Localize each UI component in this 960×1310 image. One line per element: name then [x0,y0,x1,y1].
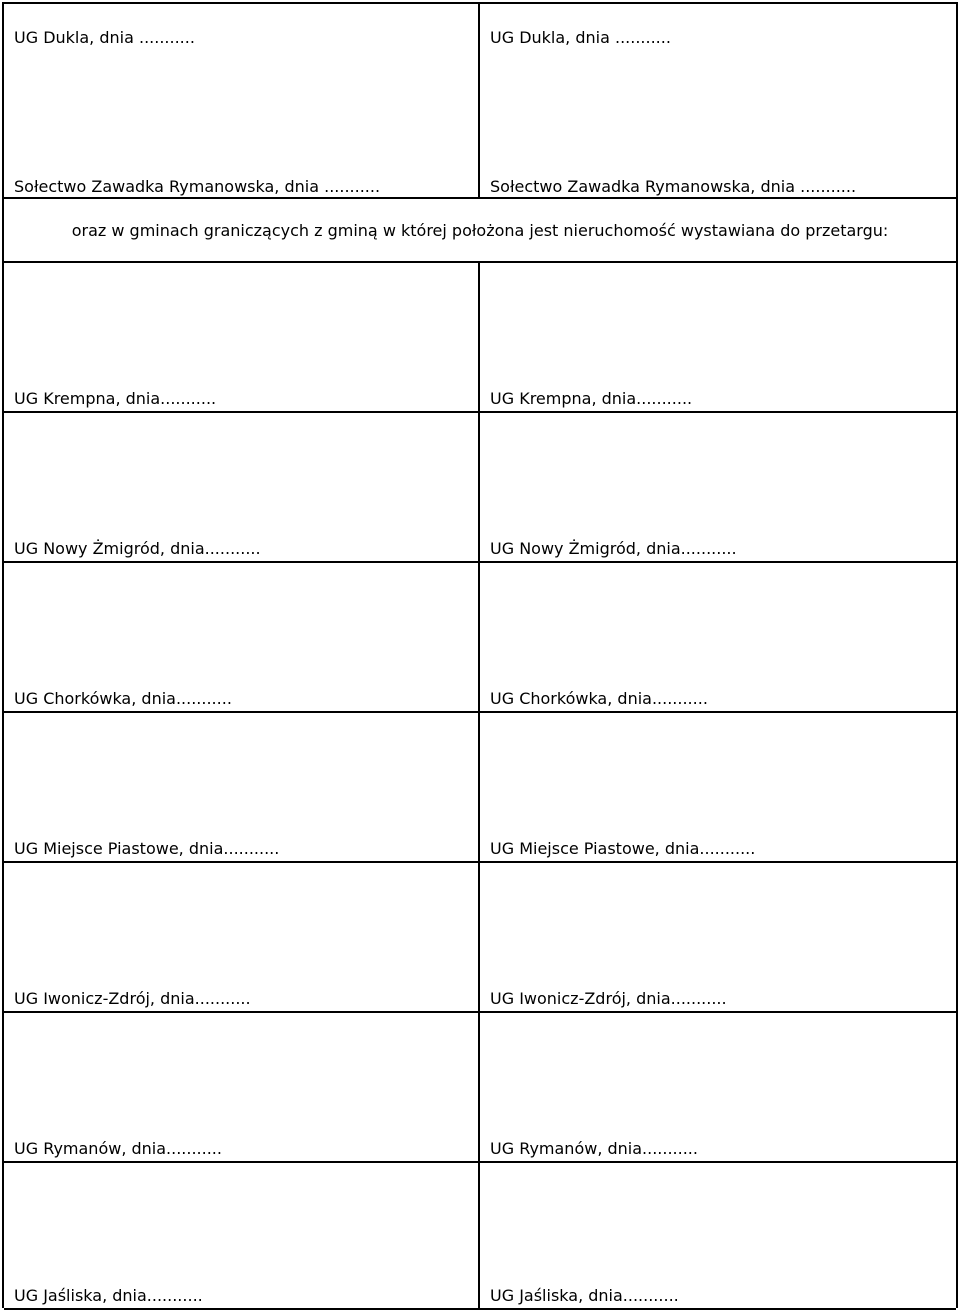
gmina-block-iwonicz-zdroj [4,863,956,1013]
gmina-right-cell [480,863,956,1011]
gmina-left-label: UG Krempna, dnia........... [14,389,217,408]
gmina-block-krempna [4,263,956,413]
gmina-left-cell [4,563,480,711]
gmina-left-cell [4,1013,480,1161]
gmina-left-label: UG Miejsce Piastowe, dnia........... [14,839,280,858]
form-page [2,2,958,1308]
solectwo-left-label: Sołectwo Zawadka Rymanowska, dnia ........... [14,177,381,196]
gmina-block-jasliska [4,1163,956,1310]
gmina-left-label: UG Rymanów, dnia........... [14,1139,222,1158]
gmina-right-cell [480,713,956,861]
gmina-left-cell [4,1163,480,1308]
gmina-block-rymanow [4,1013,956,1163]
solectwo-right-label: Sołectwo Zawadka Rymanowska, dnia ........... [490,177,857,196]
gmina-left-label: UG Chorkówka, dnia........... [14,689,232,708]
gmina-right-cell [480,1013,956,1161]
gmina-block-nowy-zmigrod [4,413,956,563]
gmina-right-label: UG Nowy Żmigród, dnia........... [490,539,737,558]
dukla-left-cell [4,4,480,197]
banner-block [4,199,956,263]
gmina-right-cell [480,1163,956,1308]
gmina-right-label: UG Rymanów, dnia........... [490,1139,698,1158]
gmina-left-cell [4,263,480,411]
dukla-right-label: UG Dukla, dnia ........... [490,28,671,47]
gmina-left-label: UG Jaśliska, dnia........... [14,1286,203,1305]
dukla-right-cell [480,4,956,197]
gmina-right-cell [480,263,956,411]
dukla-block [4,4,956,199]
gmina-left-cell [4,713,480,861]
banner-text: oraz w gminach graniczących z gminą w której położona jest nieruchomość wystawiana do przetargu: [71,221,889,240]
gmina-right-label: UG Iwonicz-Zdrój, dnia........... [490,989,727,1008]
gmina-left-label: UG Iwonicz-Zdrój, dnia........... [14,989,251,1008]
gmina-left-cell [4,863,480,1011]
gmina-block-miejsce-piastowe [4,713,956,863]
gmina-left-cell [4,413,480,561]
gmina-right-label: UG Jaśliska, dnia........... [490,1286,679,1305]
gmina-right-cell [480,413,956,561]
gmina-right-cell [480,563,956,711]
gmina-right-label: UG Chorkówka, dnia........... [490,689,708,708]
gmina-right-label: UG Krempna, dnia........... [490,389,693,408]
gmina-left-label: UG Nowy Żmigród, dnia........... [14,539,261,558]
dukla-left-label: UG Dukla, dnia ........... [14,28,195,47]
gmina-right-label: UG Miejsce Piastowe, dnia........... [490,839,756,858]
gmina-block-chorkowka [4,563,956,713]
